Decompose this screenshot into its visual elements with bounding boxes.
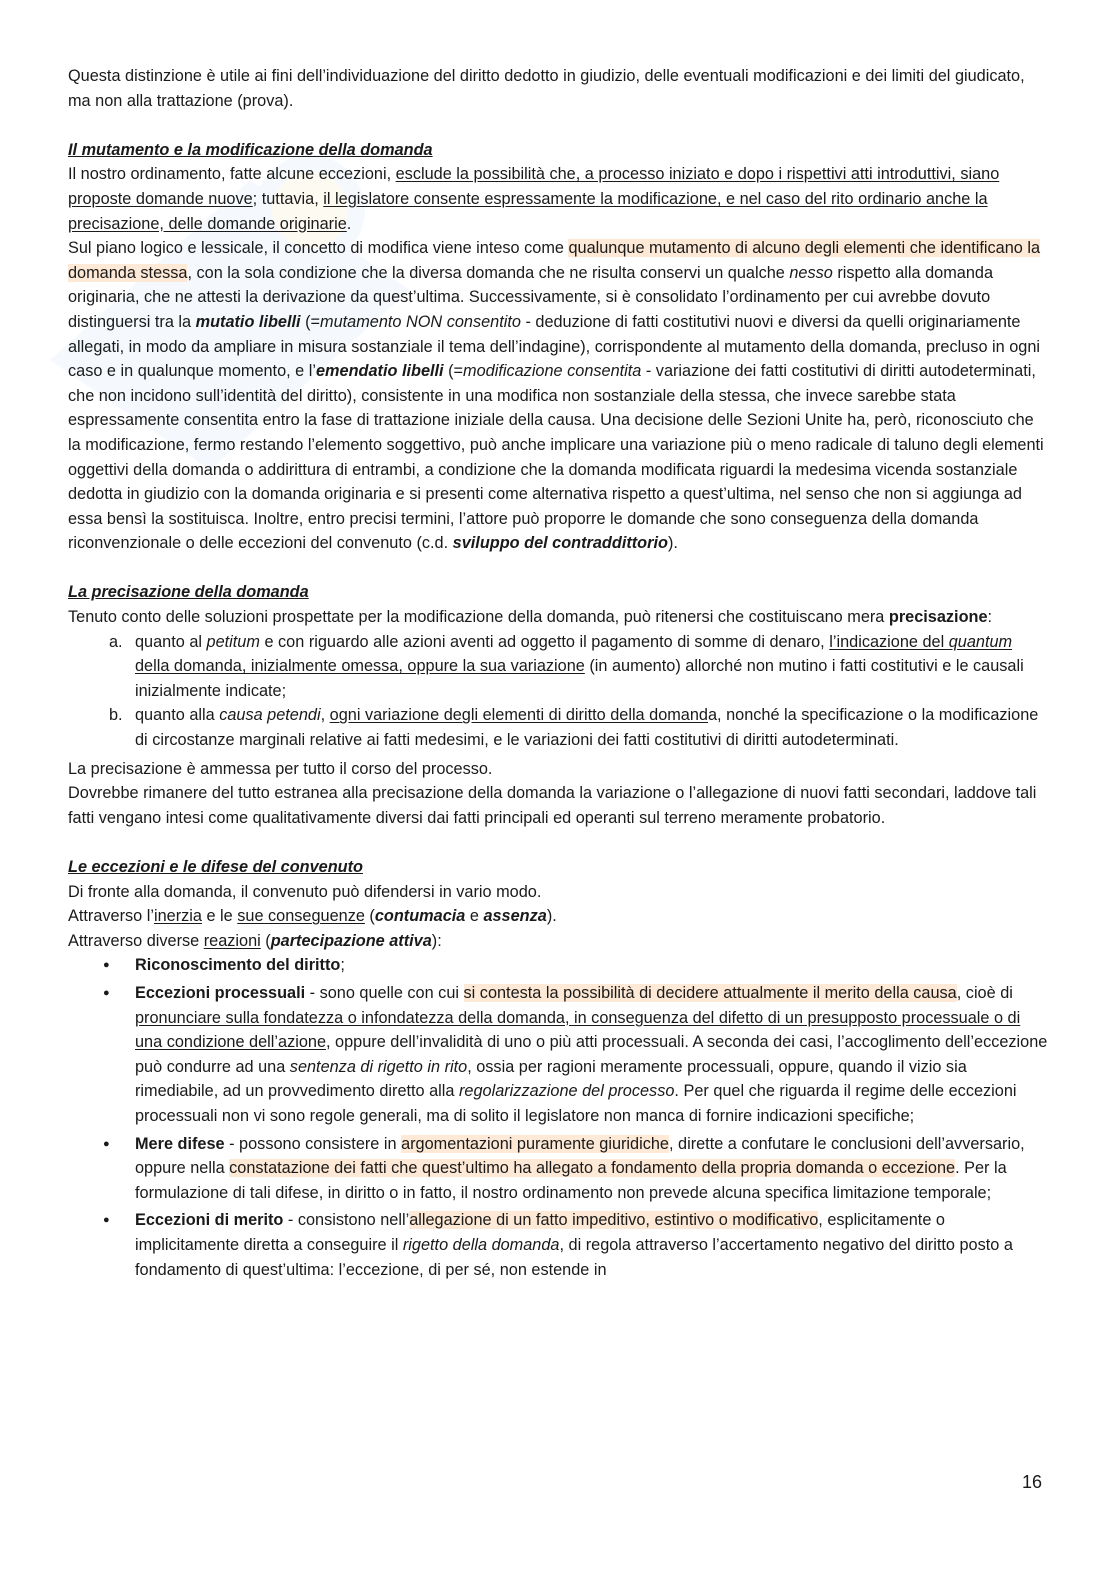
text-run: partecipazione attiva xyxy=(270,931,432,950)
text-run: ; tuttavia, xyxy=(252,189,324,208)
text-run: - variazione dei fatti costitutivi di diritti autodeterminati, che non incidono sull’identità del diritto), consistente in una modifica non sostanziale della stessa, che invece sarebbe stata espressamente consentita entro la fase di trattazione iniziale della causa. Una decisione delle Sezioni Unite ha, però, riconosciuto che la modificazione, fermo restando l’elemento soggettivo, può anche implicare una variazione più o meno radicale di taluno degli elementi oggettivi della domanda o addirittura di entrambi, a condizione che la domanda modificata riguardi la medesima vicenda sostanziale dedotta in giudizio con la domanda originaria e si presenti come alternativa rispetto a quest’ultima, nel senso che non si aggiunga ad essa bensì la sostituisca. Inoltre, entro precisi termini, l’attore può proporre le domande che sono conseguenza della domanda riconvenzionale o delle eccezioni del convenuto (c.d. xyxy=(68,362,1044,553)
text-run: - consistono nell’ xyxy=(283,1211,410,1230)
section-mutamento-body xyxy=(68,162,1048,556)
list-item-text xyxy=(135,703,1048,752)
paragraph xyxy=(68,929,1048,954)
text-run: petitum xyxy=(206,632,260,651)
text-run: ogni variazione degli elementi di diritto della domand xyxy=(329,706,708,725)
text-run: - possono consistere in xyxy=(224,1134,402,1153)
bullet-item xyxy=(103,1132,1048,1206)
eccezioni-list xyxy=(68,953,1048,1282)
bullet-item xyxy=(103,953,1048,978)
text-run: , cioè di xyxy=(956,983,1013,1002)
paragraph xyxy=(68,64,1048,113)
paragraph xyxy=(68,162,1048,236)
text-run: causa petendi xyxy=(219,706,321,725)
text-run: qualunque mutamento di alcuno degli elementi che identificano la domanda stessa xyxy=(68,239,1041,282)
bullet-text xyxy=(135,1132,1048,1206)
text-run: precisazione xyxy=(888,608,988,627)
text-run: contumacia xyxy=(374,907,466,926)
text-run: (= xyxy=(443,362,464,381)
text-run: rispetto alla domanda originaria, che ne attesti la derivazione da quest’ultima. Successivamente, si è consolidato l’ordinamento per cui avrebbe dovuto distinguersi tra la xyxy=(68,263,994,331)
intro-paragraph xyxy=(68,64,1048,113)
text-run: ). xyxy=(546,907,557,926)
text-run: a, nonché la specificazione o la modificazione di circostanze marginali relative ai fatti medesimi, e le variazioni dei fatti costitutivi di diritti autodeterminati. xyxy=(135,706,1039,750)
text-run: La precisazione è ammessa per tutto il corso del processo. xyxy=(68,759,493,778)
text-run: , xyxy=(320,706,330,725)
precisazione-after xyxy=(68,757,1048,831)
text-run: . xyxy=(346,214,352,233)
text-run: Eccezioni di merito xyxy=(135,1211,284,1230)
text-run: inerzia xyxy=(153,907,202,926)
text-run: Di fronte alla domanda, il convenuto può difendersi in vario modo. xyxy=(68,882,542,901)
text-run: Riconoscimento del diritto xyxy=(135,956,341,975)
paragraph xyxy=(68,236,1048,556)
text-run: , ossia per ragioni meramente processuali, oppure, quando il vizio sia rimediabile, ad un provvedimento diretto alla xyxy=(135,1057,967,1101)
bullet-text xyxy=(135,953,1048,978)
bullet-text xyxy=(135,1208,1048,1282)
text-run: , dirette a confutare le conclusioni dell’avversario, oppure nella xyxy=(135,1134,1025,1178)
text-run: sue conseguenze xyxy=(237,907,365,926)
text-run: esclude la possibilità che, a processo iniziato e dopo i rispettivi atti introduttivi, siano proposte domande nuove xyxy=(68,165,1000,208)
text-run: Il nostro ordinamento, fatte alcune eccezioni, xyxy=(68,165,396,184)
text-run: Attraverso l’ xyxy=(68,907,154,926)
text-run: Questa distinzione è utile ai fini dell’individuazione del diritto dedotto in giudizio, delle eventuali modificazioni e dei limiti del giudicato, ma non alla trattazione (prova). xyxy=(68,67,1025,110)
bullet-item xyxy=(103,1208,1048,1282)
text-run: regolarizzazione del processo xyxy=(459,1082,675,1101)
text-run: . Per la formulazione di tali difese, in diritto o in fatto, il nostro ordinamento non prevede alcuna specifica limitazione temporale; xyxy=(135,1159,1007,1202)
text-run: l’indicazione del xyxy=(829,632,949,651)
eccezioni-intro xyxy=(68,880,1048,954)
text-run: pronunciare sulla fondatezza o infondatezza della domanda, in conseguenza del difetto di un presupposto processuale o di una condizione dell’azione xyxy=(135,1008,1021,1052)
text-run: si contesta la possibilità di decidere attualmente il merito della causa xyxy=(463,983,957,1002)
section-title-precisazione: La precisazione della domanda xyxy=(68,583,309,602)
text-run: sviluppo del contraddittorio xyxy=(452,534,668,553)
text-run: ): xyxy=(431,931,442,950)
bullet-icon: ● xyxy=(103,1137,110,1150)
paragraph xyxy=(68,904,1048,929)
text-run: e con riguardo alle azioni aventi ad oggetto il pagamento di somme di denaro, xyxy=(259,632,830,651)
list-item xyxy=(109,703,1048,752)
text-run: , oppure dell’invalidità di uno o più atti processuali. A seconda dei casi, l’accoglimento dell’eccezione può condurre ad una xyxy=(135,1033,1048,1076)
bullet-item xyxy=(103,981,1048,1129)
text-run: ( xyxy=(260,931,271,950)
precisazione-lead xyxy=(68,605,1048,630)
text-run: Tenuto conto delle soluzioni prospettate per la modificazione della domanda, può ritenersi che costituiscano mera xyxy=(68,608,889,627)
text-run: modificazione consentita xyxy=(463,362,642,381)
text-run: - deduzione di fatti costitutivi nuovi e diversi da quelli originariamente allegati, in modo da ampliare in misura sostanziale il tema dell’indagine), corrispondente al mutamento della domanda, precluso in ogni caso e in qualunque momento, e l’ xyxy=(68,312,1040,381)
text-run: , di regola attraverso l’accertamento negativo del diritto posto a fondamento di quest’ultima: l’eccezione, di per sé, non estende in xyxy=(135,1235,1013,1279)
text-run: emendatio libelli xyxy=(316,362,444,381)
text-run: mutatio libelli xyxy=(195,312,301,331)
text-run: : xyxy=(987,608,993,627)
text-run: rigetto della domanda xyxy=(402,1235,560,1254)
paragraph xyxy=(68,880,1048,905)
page-number: 16 xyxy=(1021,1472,1042,1492)
list-marker: a. xyxy=(109,632,123,651)
text-run: Dovrebbe rimanere del tutto estranea alla precisazione della domanda la variazione o l’allegazione di nuovi fatti secondari, laddove tali fatti vengano intesi come qualitativamente diversi dai fatti principali ed operanti sul terreno meramente probatorio. xyxy=(68,784,1037,827)
bullet-icon: ● xyxy=(103,1214,110,1227)
text-run: quanto al xyxy=(135,632,207,651)
text-run: reazioni xyxy=(203,931,261,950)
text-run: ( xyxy=(364,907,375,926)
list-item-text xyxy=(135,630,1048,704)
document-page xyxy=(68,64,1048,1285)
text-run: assenza xyxy=(483,907,547,926)
text-run: constatazione dei fatti che quest’ultimo ha allegato a fondamento della propria domanda o eccezione xyxy=(229,1159,956,1178)
bullet-icon: ● xyxy=(103,986,110,999)
text-run: , con la sola condizione che la diversa domanda che ne risulta conservi un qualche xyxy=(187,263,790,282)
text-run: mutamento NON consentito xyxy=(320,312,521,331)
text-run: (= xyxy=(300,312,321,331)
bullet-icon: ● xyxy=(103,959,110,972)
text-run: argomentazioni puramente giuridiche xyxy=(401,1134,669,1153)
text-run: nesso xyxy=(789,263,833,282)
list-marker: b. xyxy=(109,706,123,725)
text-run: ). xyxy=(667,534,678,553)
text-run: Mere difese xyxy=(135,1134,225,1153)
text-run: quantum xyxy=(948,632,1013,651)
paragraph xyxy=(68,757,1048,782)
text-run: . Per quel che riguarda il regime delle eccezioni processuali non vi sono regole generali, ma di solito il legislatore non manca di fornire indicazioni specifiche; xyxy=(135,1082,1017,1125)
text-run: - sono quelle con cui xyxy=(305,983,464,1002)
text-run: e le xyxy=(201,907,238,926)
text-run: allegazione di un fatto impeditivo, estintivo o modificativo xyxy=(409,1211,819,1230)
list-item xyxy=(109,630,1048,704)
text-run: , esplicitamente o implicitamente diretta a conseguire il xyxy=(135,1211,945,1254)
bullet-text xyxy=(135,981,1048,1129)
text-run: (in aumento) allorché non mutino i fatti costitutivi e le causali inizialmente indicate; xyxy=(135,657,1024,700)
text-run: Sul piano logico e lessicale, il concetto di modifica viene inteso come xyxy=(68,239,569,258)
text-run: il legislatore consente espressamente la modificazione, e nel caso del rito ordinario anche la precisazione, delle domande originarie xyxy=(68,189,988,233)
text-run: Eccezioni processuali xyxy=(135,983,306,1002)
text-run: quanto alla xyxy=(135,706,220,725)
section-title-eccezioni: Le eccezioni e le difese del convenuto xyxy=(68,858,363,876)
text-run: ; xyxy=(340,956,345,975)
text-run: e xyxy=(465,907,484,926)
section-title-mutamento: Il mutamento e la modificazione della domanda xyxy=(68,140,433,159)
text-run: sentenza di rigetto in rito xyxy=(289,1057,468,1076)
text-run: della domanda, inizialmente omessa, oppure la sua variazione xyxy=(135,657,585,676)
paragraph xyxy=(68,781,1048,830)
text-run: Attraverso diverse xyxy=(68,931,204,950)
precisazione-list xyxy=(68,630,1048,753)
